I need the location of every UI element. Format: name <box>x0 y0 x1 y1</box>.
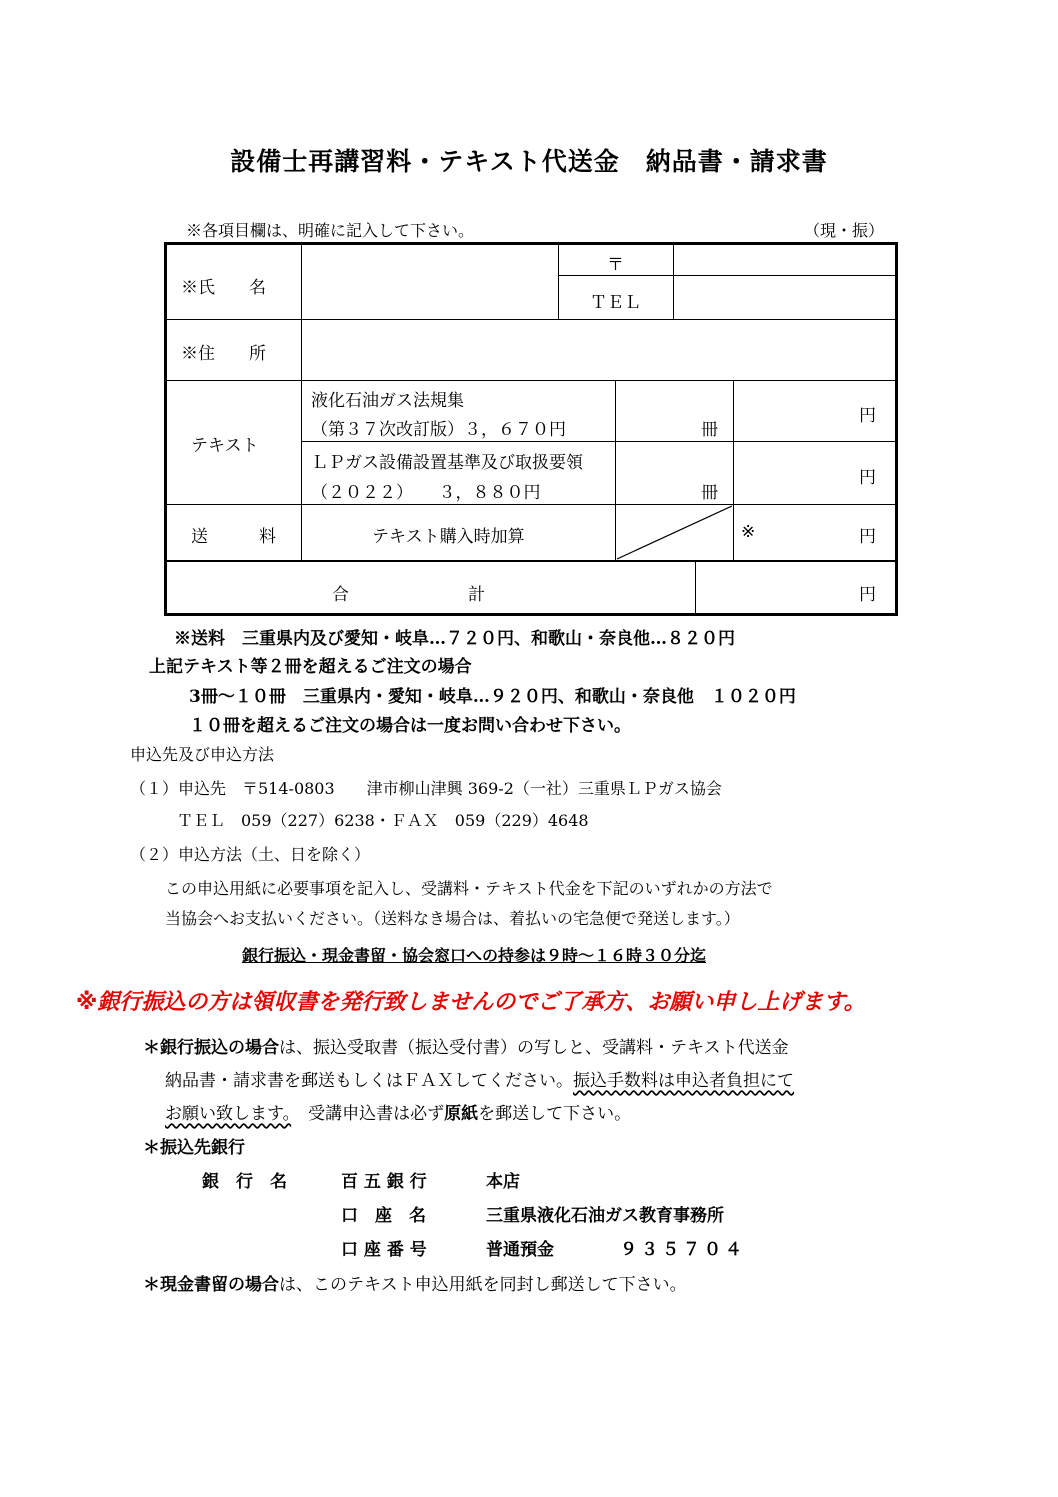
page-title: 設備士再講習料・テキスト代送金 納品書・請求書 <box>230 147 828 176</box>
method-line-1: この申込用紙に必要事項を記入し、受講料・テキスト代金を下記のいずれかの方法で <box>165 879 773 898</box>
shipping-note-1: ※送料 三重県内及び愛知・岐阜…７２０円、和歌山・奈良他…８２０円 <box>174 629 735 649</box>
original-note-pre: 受講申込書は必ず <box>291 1104 445 1124</box>
account-number-label: 口 座 番 号 <box>341 1240 427 1260</box>
shipping-label: 送 料 <box>191 527 276 547</box>
book2-yen-unit: 円 <box>859 468 876 488</box>
application-heading: 申込先及び申込方法 <box>130 745 275 764</box>
postal-label: 〒 <box>607 255 624 275</box>
shipping-note-2: 上記テキスト等２冊を超えるご注文の場合 <box>149 657 472 677</box>
warning-message: ※銀行振込の方は領収書を発行致しませんのでご了承方、お願い申し上げます。 <box>76 990 866 1015</box>
method-line-2: 当協会へお支払いください。（送料なき場合は、着払いの宅急便で発送します。） <box>165 909 740 928</box>
shipping-mark: ※ <box>741 522 756 542</box>
bank-transfer-line-3 <box>165 1099 631 1124</box>
tel-label: ＴＥＬ <box>590 293 641 313</box>
account-name-value: 三重県液化石油ガス教育事務所 <box>486 1206 724 1226</box>
shipping-note-3: 3冊～１０冊 三重県内・愛知・岐阜…９２０円、和歌山・奈良他 １０２０円 <box>189 687 796 707</box>
application-destination: （１）申込先 〒514-0803 津市柳山津興 369-2（一社）三重県ＬＰガス協会 <box>130 779 722 798</box>
bank-transfer-text-1: は、振込受取書（振込受付書）の写しと、受講料・テキスト代送金 <box>279 1038 789 1058</box>
address-field[interactable] <box>302 320 898 380</box>
bank-name-label: 銀 行 名 <box>202 1172 287 1192</box>
name-field[interactable] <box>302 246 558 319</box>
book2-volume-unit: 冊 <box>701 483 718 503</box>
shipping-note: テキスト購入時加算 <box>372 527 525 547</box>
postal-field[interactable] <box>674 246 898 275</box>
book1-yen-unit: 円 <box>859 406 876 426</box>
book1-volume-unit: 冊 <box>701 420 718 440</box>
cash-lead: ＊現金書留の場合 <box>143 1275 279 1295</box>
diagonal-slash <box>616 505 733 560</box>
text-label: テキスト <box>191 436 259 456</box>
bank-transfer-line-2 <box>165 1066 794 1091</box>
tel-field[interactable] <box>674 276 898 319</box>
fee-note: 振込手数料は申込者負担にて <box>573 1071 794 1091</box>
original-note-bold: 原紙 <box>444 1104 479 1124</box>
book2-price: （２０２２） ３，８８０円 <box>311 483 541 503</box>
bank-heading: ＊振込先銀行 <box>143 1138 245 1158</box>
method-heading: （２）申込方法（土、日を除く） <box>130 845 371 864</box>
bank-branch: 本店 <box>486 1172 520 1192</box>
account-type: 普通預金 <box>486 1240 554 1260</box>
fee-note-end: お願い致します。 <box>165 1104 292 1124</box>
bank-transfer-text-2: 納品書・請求書を郵送もしくはＦＡＸしてください。 <box>165 1071 573 1091</box>
shipping-yen-unit: 円 <box>859 527 876 547</box>
original-note-post: を郵送して下さい。 <box>478 1104 632 1124</box>
bank-name-value: 百 五 銀 行 <box>341 1172 427 1192</box>
order-form <box>164 242 898 616</box>
cash-text: は、このテキスト申込用紙を同封し郵送して下さい。 <box>279 1275 687 1295</box>
account-name-label: 口 座 名 <box>341 1206 426 1226</box>
hours-note: 銀行振込・現金書留・協会窓口への持参は９時～１６時３０分迄 <box>242 946 707 965</box>
total-label: 合 計 <box>332 585 485 605</box>
application-contact: ＴＥＬ 059（227）6238・ＦＡＸ 059（229）4648 <box>177 811 589 830</box>
account-number: ９３５７０４ <box>620 1240 746 1260</box>
name-label: ※氏 名 <box>181 278 266 298</box>
bank-transfer-line-1 <box>143 1033 789 1058</box>
total-yen-unit: 円 <box>859 585 876 605</box>
book2-title: ＬＰガス設備設置基準及び取扱要領 <box>311 453 583 473</box>
book1-price: （第３７次改訂版）３，６７０円 <box>311 420 566 440</box>
cash-line <box>143 1270 687 1295</box>
instruction-note: ※各項目欄は、明確に記入して下さい。 <box>186 221 475 240</box>
bank-transfer-lead: ＊銀行振込の場合 <box>143 1038 279 1058</box>
shipping-note-4: １０冊を超えるご注文の場合は一度お問い合わせ下さい。 <box>189 716 631 736</box>
book1-title: 液化石油ガス法規集 <box>311 391 464 411</box>
address-label: ※住 所 <box>181 344 266 364</box>
payment-type: （現・振） <box>804 221 885 240</box>
